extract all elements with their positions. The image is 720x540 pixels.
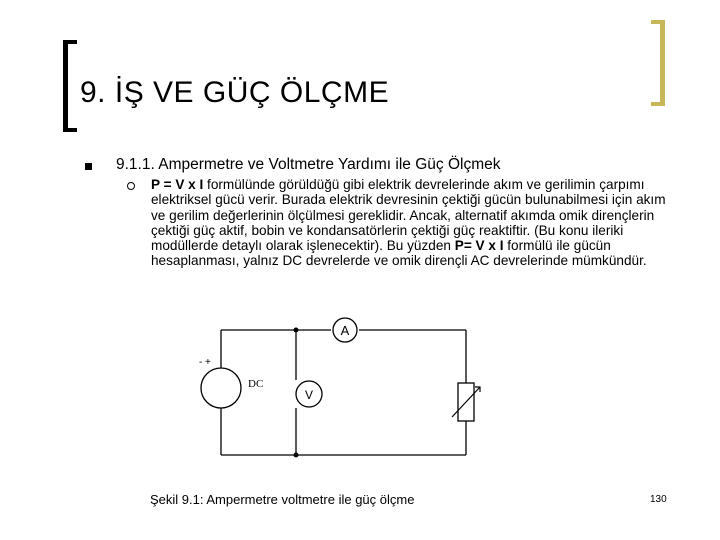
page-title: 9. İŞ VE GÜÇ ÖLÇME xyxy=(80,76,390,109)
dc-source-label: DC xyxy=(248,378,264,390)
square-bullet-icon xyxy=(85,163,92,170)
section-heading: 9.1.1. Ampermetre ve Voltmetre Yardımı ile Güç Ölçmek xyxy=(116,156,501,173)
formula-text: P = V x I xyxy=(151,177,204,192)
ammeter-label: A xyxy=(340,323,350,338)
junction-dot xyxy=(294,453,299,458)
voltmeter-label: V xyxy=(304,388,314,402)
minus-sign: - xyxy=(199,357,203,368)
plus-sign: + xyxy=(205,357,211,368)
paragraph-text: formülü ile gücün hesaplanması, yalnız DC devrelerde ve omik dirençli AC devrelerinde mümkündür. xyxy=(151,238,647,269)
figure-caption: Şekil 9.1: Ampermetre voltmetre ile güç ölçme xyxy=(150,492,415,507)
junction-dot xyxy=(294,328,299,333)
page-number: 130 xyxy=(650,494,667,505)
circle-bullet-icon xyxy=(127,182,135,190)
paragraph-text: formülünde görüldüğü gibi elektrik devrelerinde akım ve gerilimin çarpımı elektriksel gücü verir. Burada elektrik devresinin çektiği gücün bulunabilmesi için akım ve gerilim değerlerinin ölçülmesi gereklidir. Ancak, alternatif akımda omik dirençlerin çektiği güç aktif, bobin ve kondansatörlerin çektiği güç reaktiftir. (Bu konu ileriki modüllerde detaylı olarak işlenecektir). Bu yüzden xyxy=(151,177,666,254)
formula-text: P= V x I xyxy=(454,238,504,254)
circuit-diagram xyxy=(196,313,486,493)
dc-source-icon xyxy=(201,368,241,408)
body-paragraph xyxy=(151,177,683,269)
